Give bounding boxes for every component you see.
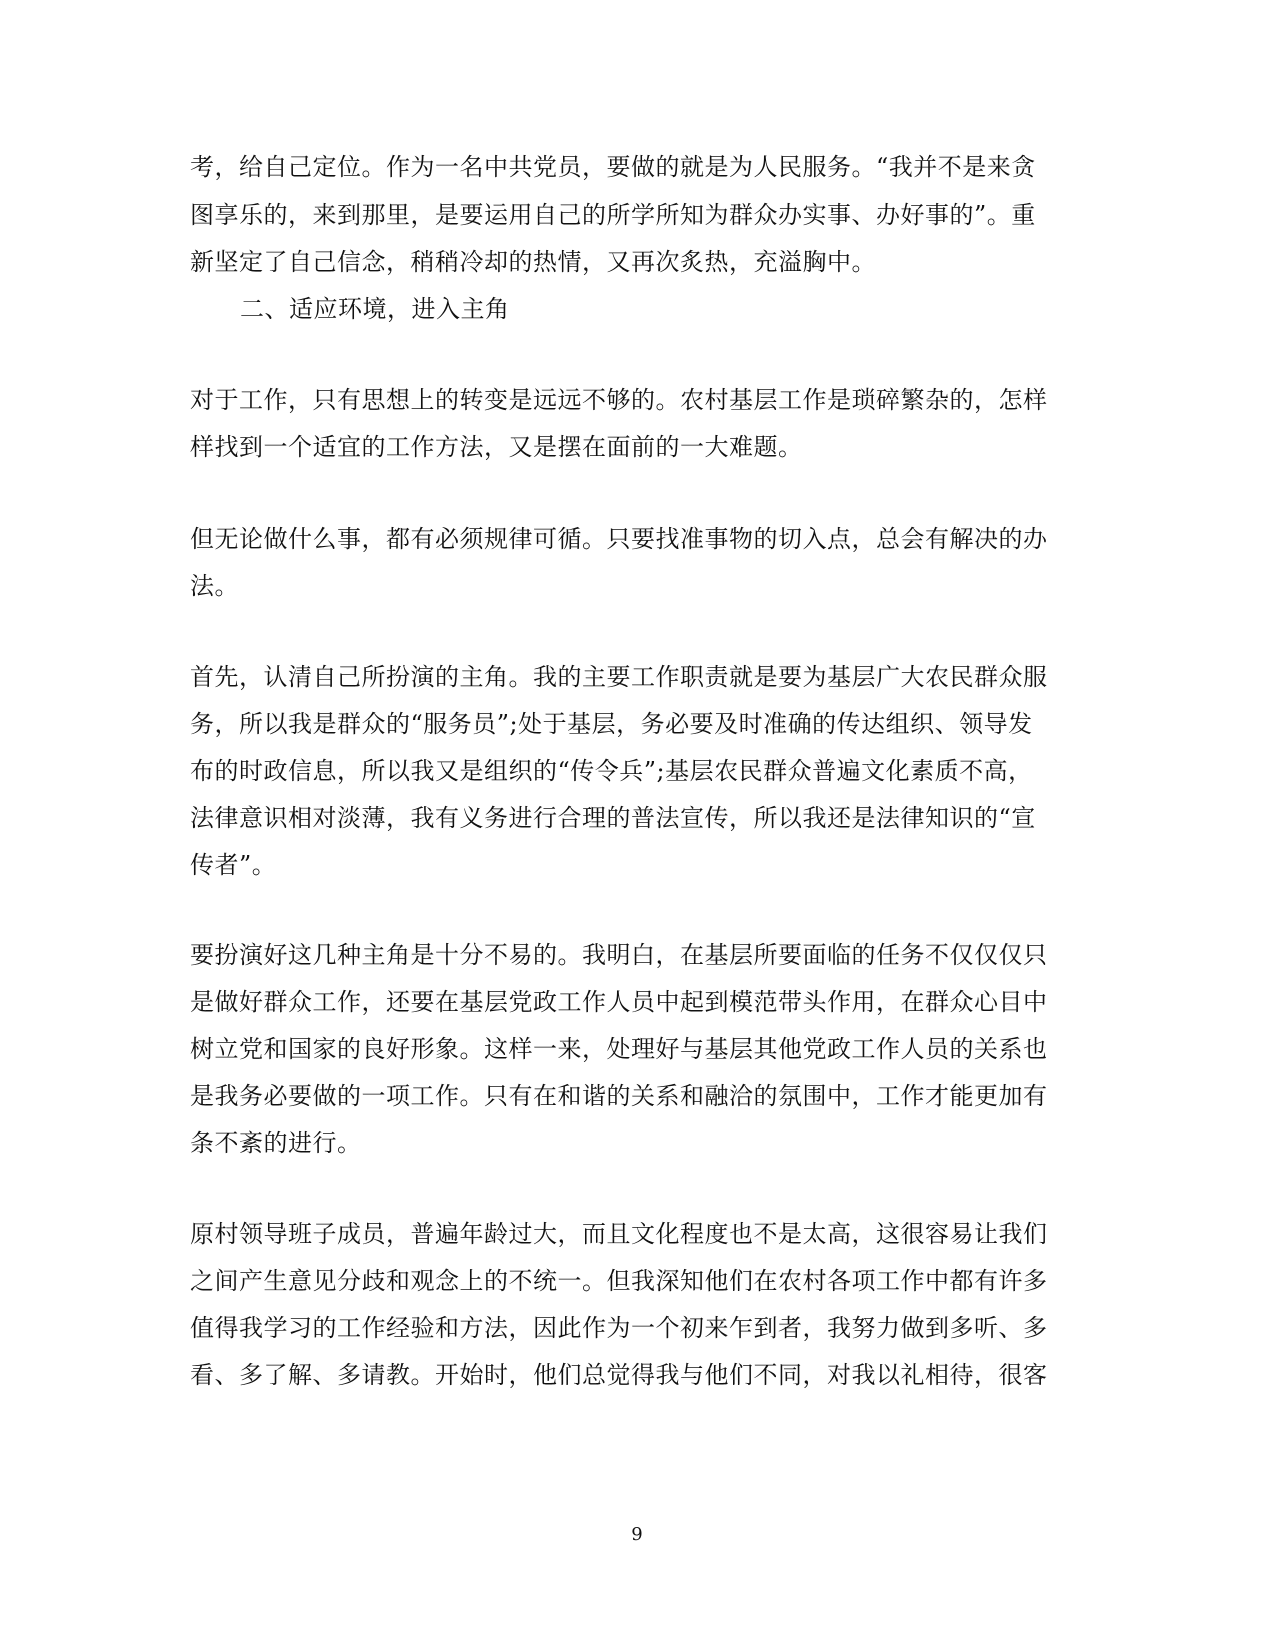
text-line: 务，所以我是群众的“服务员”;处于基层，务必要及时准确的传达组织、领导发: [190, 710, 1033, 738]
text-line: 考，给自己定位。作为一名中共党员，要做的就是为人民服务。“我并不是来贪: [190, 153, 1036, 181]
text-line: 是我务必要做的一项工作。只有在和谐的关系和融洽的氛围中，工作才能更加有: [190, 1082, 1048, 1110]
text-line: 法。: [190, 572, 239, 600]
text-line: 原村领导班子成员，普遍年龄过大，而且文化程度也不是太高，这很容易让我们: [190, 1220, 1048, 1248]
section-heading: 二、适应环境，进入主角: [240, 295, 510, 323]
text-line: 传者”。: [190, 851, 277, 879]
text-line: 树立党和国家的良好形象。这样一来，处理好与基层其他党政工作人员的关系也: [190, 1035, 1048, 1063]
text-line: 图享乐的，来到那里，是要运用自己的所学所知为群众办实事、办好事的”。重: [190, 201, 1036, 229]
text-line: 新坚定了自己信念，稍稍冷却的热情，又再次炙热，充溢胸中。: [190, 248, 876, 276]
text-line: 条不紊的进行。: [190, 1129, 362, 1157]
text-line: 看、多了解、多请教。开始时，他们总觉得我与他们不同，对我以礼相待，很客: [190, 1361, 1048, 1389]
text-line: 首先，认清自己所扮演的主角。我的主要工作职责就是要为基层广大农民群众服: [190, 663, 1048, 691]
page-number: 9: [631, 1524, 643, 1545]
text-line: 布的时政信息，所以我又是组织的“传令兵”;基层农民群众普遍文化素质不高，: [190, 757, 1033, 785]
text-line: 但无论做什么事，都有必须规律可循。只要找准事物的切入点，总会有解决的办: [190, 525, 1048, 553]
text-line: 对于工作，只有思想上的转变是远远不够的。农村基层工作是琐碎繁杂的，怎样: [190, 386, 1048, 414]
text-line: 样找到一个适宜的工作方法，又是摆在面前的一大难题。: [190, 433, 803, 461]
text-line: 法律意识相对淡薄，我有义务进行合理的普法宣传，所以我还是法律知识的“宣: [190, 804, 1036, 832]
text-line: 之间产生意见分歧和观念上的不统一。但我深知他们在农村各项工作中都有许多: [190, 1267, 1048, 1295]
text-line: 要扮演好这几种主角是十分不易的。我明白，在基层所要面临的任务不仅仅仅只: [190, 941, 1048, 969]
text-line: 是做好群众工作，还要在基层党政工作人员中起到模范带头作用，在群众心目中: [190, 988, 1048, 1016]
text-line: 值得我学习的工作经验和方法，因此作为一个初来乍到者，我努力做到多听、多: [190, 1314, 1048, 1342]
